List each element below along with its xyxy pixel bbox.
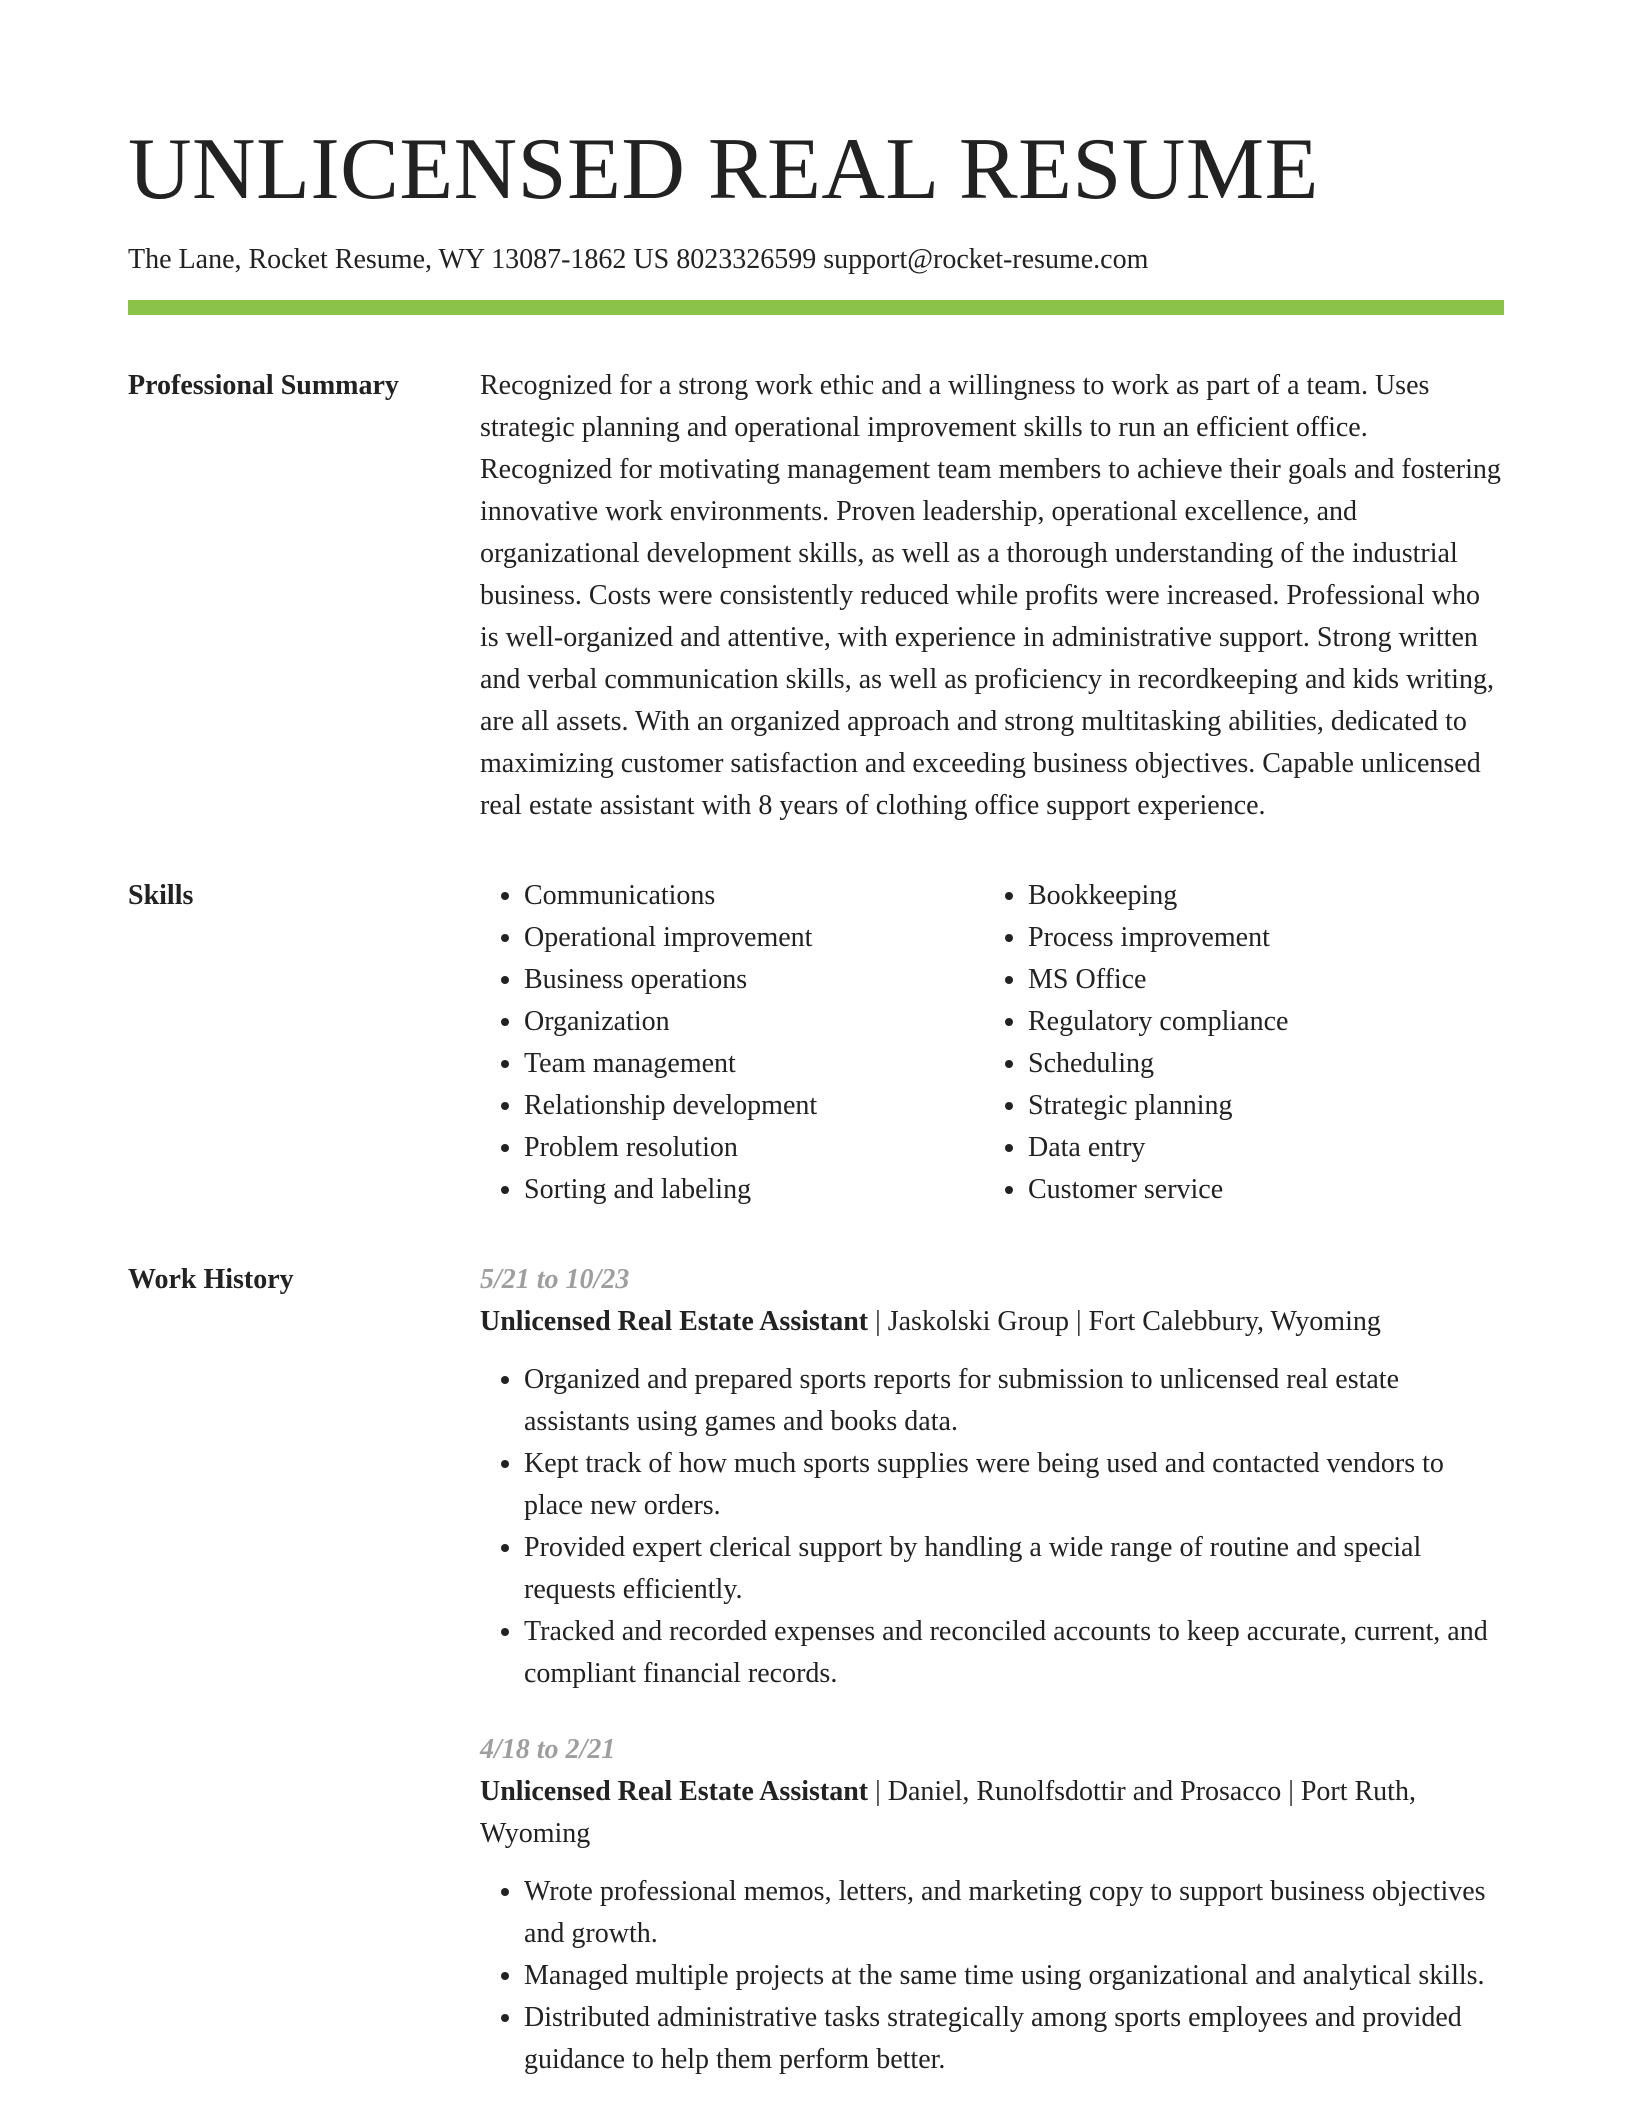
skill-item: • Problem resolution: [524, 1127, 984, 1169]
skill-item: • Strategic planning: [1028, 1085, 1488, 1127]
skills-column-right: [984, 875, 1488, 1211]
skill-item: • Data entry: [1028, 1127, 1488, 1169]
skills-grid: [480, 875, 1504, 1211]
skill-item: • Scheduling: [1028, 1043, 1488, 1085]
skill-item: • Team management: [524, 1043, 984, 1085]
resume-page: [128, 0, 1504, 2081]
summary-text: Recognized for a strong work ethic and a willingness to work as part of a team. Uses strategic planning and operational improvement skills to run an efficient office. Recognized for motivating management team members to achieve their goals and fostering innovative work environments. Proven leadership, operational excellence, and organizational development skills, as well as a thorough understanding of the industrial business. Costs were consistently reduced while profits were increased. Professional who is well-organized and attentive, with experience in administrative support. Strong written and verbal communication skills, as well as proficiency in recordkeeping and kids writing, are all assets. With an organized approach and strong multitasking abilities, dedicated to maximizing customer satisfaction and exceeding business objectives. Capable unlicensed real estate assistant with 8 years of clothing office support experience.: [480, 370, 1501, 821]
job-title-line: [480, 1301, 1504, 1343]
summary-body: [480, 365, 1504, 827]
job-dates: 4/18 to 2/21: [480, 1734, 616, 1765]
job-bullet: • Tracked and recorded expenses and reconciled accounts to keep accurate, current, and compliant financial records.: [524, 1611, 1504, 1695]
skill-item: • Bookkeeping: [1028, 875, 1488, 917]
skill-item: • MS Office: [1028, 959, 1488, 1001]
skill-item: • Regulatory compliance: [1028, 1001, 1488, 1043]
section-work-history: [128, 1259, 1504, 2081]
work-history-body: [480, 1259, 1504, 2081]
job-entry: [480, 1259, 1504, 1695]
job-entry: [480, 1729, 1504, 2081]
skills-body: [480, 875, 1504, 1211]
contact-line: The Lane, Rocket Resume, WY 13087-1862 US 8023326599 support@rocket-resume.com: [128, 244, 1149, 275]
skills-column-left: [480, 875, 984, 1211]
job-bullet: • Organized and prepared sports reports for submission to unlicensed real estate assistants using games and books data.: [524, 1359, 1504, 1443]
job-dates: 5/21 to 10/23: [480, 1264, 630, 1295]
job-bullet: • Kept track of how much sports supplies were being used and contacted vendors to place new orders.: [524, 1443, 1504, 1527]
job-bullet: • Managed multiple projects at the same time using organizational and analytical skills.: [524, 1955, 1504, 1997]
job-bullets: [480, 1871, 1504, 2081]
section-professional-summary: [128, 365, 1504, 827]
job-bullet: • Wrote professional memos, letters, and marketing copy to support business objectives and growth.: [524, 1871, 1504, 1955]
skill-item: • Operational improvement: [524, 917, 984, 959]
skill-item: • Relationship development: [524, 1085, 984, 1127]
skill-item: • Customer service: [1028, 1169, 1488, 1211]
section-label-skills: Skills: [128, 880, 194, 911]
job-title: Unlicensed Real Estate Assistant: [480, 1776, 869, 1807]
resume-name: UNLICENSED REAL RESUME: [128, 121, 1319, 218]
skill-item: • Process improvement: [1028, 917, 1488, 959]
section-skills: [128, 875, 1504, 1211]
skill-item: • Communications: [524, 875, 984, 917]
job-title: Unlicensed Real Estate Assistant: [480, 1306, 869, 1337]
job-title-line: [480, 1771, 1504, 1855]
accent-divider: [128, 300, 1504, 315]
job-bullets: [480, 1359, 1504, 1695]
skill-item: • Business operations: [524, 959, 984, 1001]
job-bullet: • Distributed administrative tasks strategically among sports employees and provided guidance to help them perform better.: [524, 1997, 1504, 2081]
section-label-summary: Professional Summary: [128, 370, 399, 401]
skill-item: • Sorting and labeling: [524, 1169, 984, 1211]
job-details: | Jaskolski Group | Fort Calebbury, Wyoming: [868, 1306, 1381, 1337]
section-label-work-history: Work History: [128, 1264, 294, 1295]
job-bullet: • Provided expert clerical support by handling a wide range of routine and special requests efficiently.: [524, 1527, 1504, 1611]
job-details: | Daniel, Runolfsdottir and Prosacco | Port Ruth, Wyoming: [480, 1776, 1416, 1849]
skill-item: • Organization: [524, 1001, 984, 1043]
